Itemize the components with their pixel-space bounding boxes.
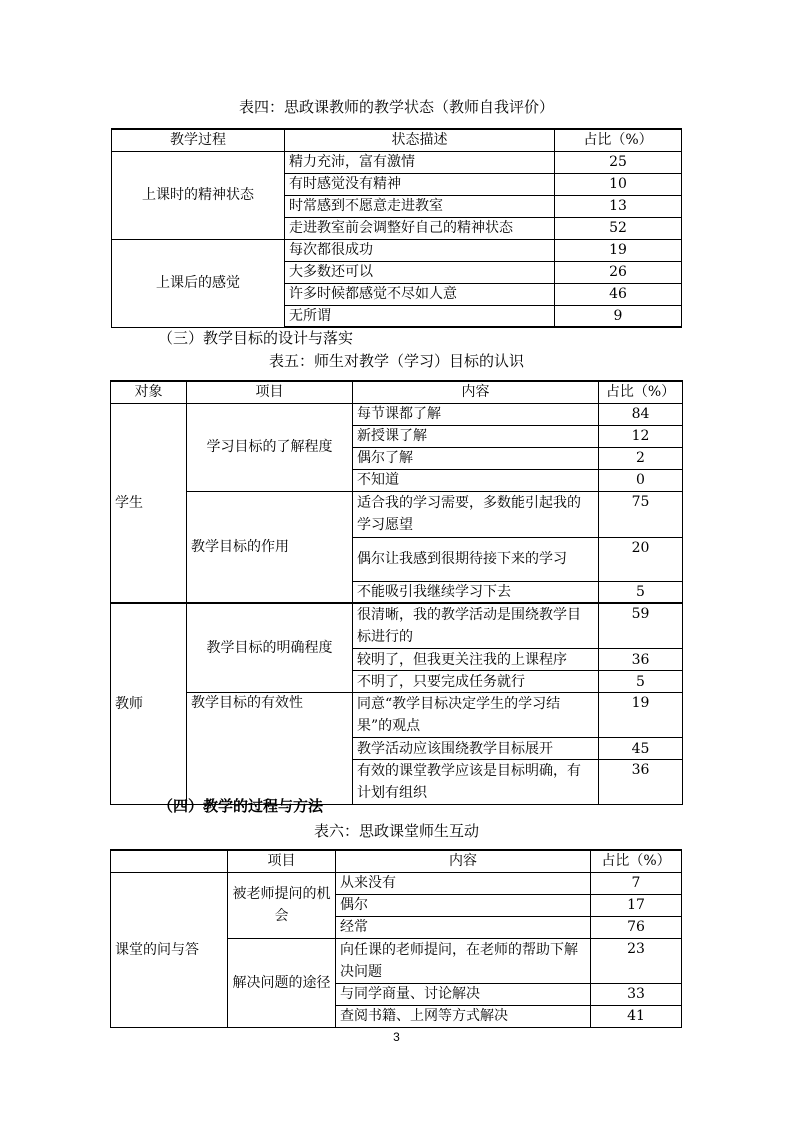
table5-pct: 2 xyxy=(599,447,683,469)
table5-content: 偶尔让我感到很期待接下来的学习 xyxy=(353,537,599,581)
table4-group-name: 上课时的精神状态 xyxy=(112,151,285,239)
table5-pct: 75 xyxy=(599,491,683,537)
table4-pct: 19 xyxy=(555,239,682,261)
table6-header-blank xyxy=(111,850,228,872)
table5-content: 新授课了解 xyxy=(353,425,599,447)
table5-pct: 36 xyxy=(599,649,683,671)
table4-pct: 13 xyxy=(555,195,682,217)
table5-pct: 5 xyxy=(599,581,683,603)
table4-desc: 精力充沛，富有激情 xyxy=(285,151,555,173)
table4-header-process: 教学过程 xyxy=(112,129,285,151)
table4-caption: 表四：思政课教师的教学状态（教师自我评价） xyxy=(238,98,554,116)
table6-content: 查阅书籍、上网等方式解决 xyxy=(336,1005,591,1027)
table5-item: 教学目标的有效性 xyxy=(187,693,353,805)
table6-content: 与同学商量、讨论解决 xyxy=(336,983,591,1005)
table4-desc: 走进教室前会调整好自己的精神状态 xyxy=(285,217,555,239)
table6-item: 被老师提问的机会 xyxy=(228,872,336,938)
table4-pct: 10 xyxy=(555,173,682,195)
table5-item: 教学目标的明确程度 xyxy=(187,603,353,693)
table5-pct: 19 xyxy=(599,693,683,738)
table5-content: 同意“教学目标决定学生的学习结果”的观点 xyxy=(353,693,599,738)
table5-content: 适合我的学习需要，多数能引起我的学习愿望 xyxy=(353,491,599,537)
table6-caption: 表六：思政课堂师生互动 xyxy=(313,822,479,840)
table6-content: 偶尔 xyxy=(336,894,591,916)
table6-pct: 7 xyxy=(591,872,682,894)
table6-pct: 33 xyxy=(591,983,682,1005)
table5-content: 很清晰，我的教学活动是围绕教学目标进行的 xyxy=(353,603,599,649)
table5-item: 教学目标的作用 xyxy=(187,491,353,603)
table4-desc: 无所谓 xyxy=(285,305,555,327)
table5-content: 不能吸引我继续学习下去 xyxy=(353,581,599,603)
table5-pct: 5 xyxy=(599,671,683,693)
table4 xyxy=(111,128,682,328)
table5-subject: 教师 xyxy=(111,603,187,805)
table5-header-content: 内容 xyxy=(353,381,599,403)
table4-desc: 许多时候都感觉不尽如人意 xyxy=(285,283,555,305)
table6-pct: 76 xyxy=(591,916,682,938)
table6-content: 向任课的老师提问，在老师的帮助下解决问题 xyxy=(336,938,591,983)
table4-desc: 有时感觉没有精神 xyxy=(285,173,555,195)
table5-pct: 20 xyxy=(599,537,683,581)
table4-pct: 26 xyxy=(555,261,682,283)
table6-pct: 41 xyxy=(591,1005,682,1027)
table5-pct: 0 xyxy=(599,469,683,491)
table6-pct: 17 xyxy=(591,894,682,916)
table6-header-content: 内容 xyxy=(336,850,591,872)
table5-subject: 学生 xyxy=(111,403,187,603)
table6-header-item: 项目 xyxy=(228,850,336,872)
table4-header-pct: 占比（%） xyxy=(555,129,682,151)
table4-desc: 大多数还可以 xyxy=(285,261,555,283)
table5-header-item: 项目 xyxy=(187,381,353,403)
table6 xyxy=(110,849,682,1028)
table5-caption: 表五：师生对教学（学习）目标的认识 xyxy=(268,352,524,370)
table5-content: 偶尔了解 xyxy=(353,447,599,469)
table6-group: 课堂的问与答 xyxy=(111,872,228,1027)
table5-content: 教学活动应该围绕教学目标展开 xyxy=(353,738,599,760)
table5-header-subject: 对象 xyxy=(111,381,187,403)
table4-desc: 每次都很成功 xyxy=(285,239,555,261)
table5-item: 学习目标的了解程度 xyxy=(187,403,353,491)
table4-header-desc: 状态描述 xyxy=(285,129,555,151)
table5-header-pct: 占比（%） xyxy=(599,381,683,403)
table5-pct: 12 xyxy=(599,425,683,447)
table5-content: 有效的课堂教学应该是目标明确，有计划有组织 xyxy=(353,760,599,805)
table5-content: 不明了，只要完成任务就行 xyxy=(353,671,599,693)
table5-content: 不知道 xyxy=(353,469,599,491)
table4-pct: 9 xyxy=(555,305,682,327)
table4-group-name: 上课后的感觉 xyxy=(112,239,285,327)
table6-content: 经常 xyxy=(336,916,591,938)
table6-pct: 23 xyxy=(591,938,682,983)
section-3-heading: （三）教学目标的设计与落实 xyxy=(158,329,354,347)
table5-pct: 59 xyxy=(599,603,683,649)
table6-content: 从来没有 xyxy=(336,872,591,894)
table5 xyxy=(110,380,683,805)
section-4-heading: （四）教学的过程与方法 xyxy=(158,797,324,815)
table5-content: 每节课都了解 xyxy=(353,403,599,425)
table6-item: 解决问题的途径 xyxy=(228,938,336,1027)
table5-content: 较明了，但我更关注我的上课程序 xyxy=(353,649,599,671)
table4-pct: 25 xyxy=(555,151,682,173)
table6-header-pct: 占比（%） xyxy=(591,850,682,872)
table5-pct: 84 xyxy=(599,403,683,425)
table4-pct: 46 xyxy=(555,283,682,305)
page-number: 3 xyxy=(393,1030,400,1044)
table5-pct: 45 xyxy=(599,738,683,760)
table5-pct: 36 xyxy=(599,760,683,805)
table4-pct: 52 xyxy=(555,217,682,239)
table4-desc: 时常感到不愿意走进教室 xyxy=(285,195,555,217)
